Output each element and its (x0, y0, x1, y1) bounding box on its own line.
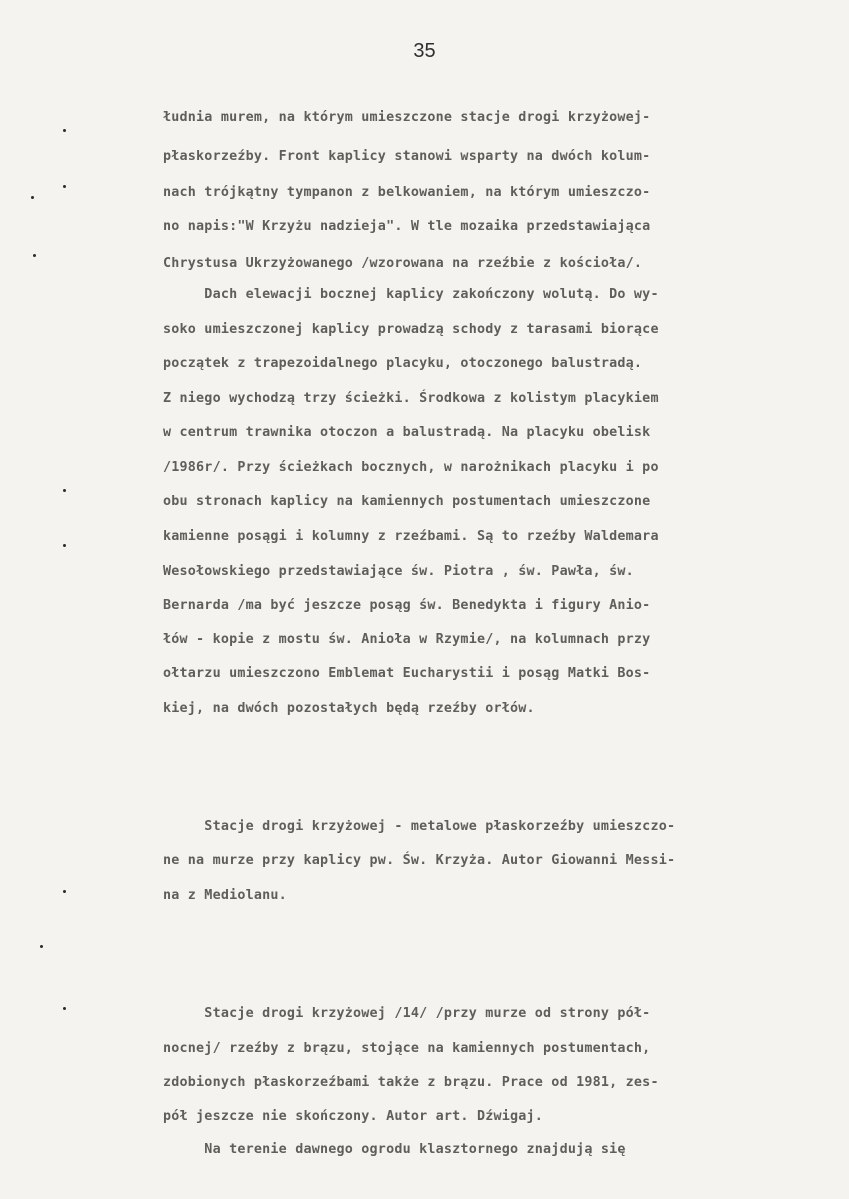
margin-dot (63, 129, 66, 132)
text-line: Dach elewacji bocznej kaplicy zakończony wolutą. Do wy- (163, 287, 659, 302)
text-line: Na terenie dawnego ogrodu klasztornego znajdują się (163, 1142, 626, 1157)
text-line: Wesołowskiego przedstawiające św. Piotra , św. Pawła, św. (163, 564, 634, 579)
text-line: kiej, na dwóch pozostałych będą rzeźby orłów. (163, 701, 535, 716)
text-line: nocnej/ rzeźby z brązu, stojące na kamiennych postumentach, (163, 1041, 651, 1056)
text-line: kamienne posągi i kolumny z rzeźbami. Są to rzeźby Waldemara (163, 529, 659, 544)
text-line: soko umieszczonej kaplicy prowadzą schody z tarasami biorące (163, 322, 659, 337)
text-line: początek z trapezoidalnego placyku, otoczonego balustradą. (163, 356, 643, 371)
margin-dot (40, 945, 43, 948)
margin-dot (31, 196, 34, 199)
text-line: pół jeszcze nie skończony. Autor art. Dźwigaj. (163, 1109, 544, 1124)
text-line: ołtarzu umieszczono Emblemat Eucharystii i posąg Matki Bos- (163, 666, 651, 681)
text-line: Stacje drogi krzyżowej /14/ /przy murze od strony pół- (163, 1006, 651, 1021)
text-line: łudnia murem, na którym umieszczone stacje drogi krzyżowej- (163, 110, 651, 125)
text-line: łów - kopie z mostu św. Anioła w Rzymie/, na kolumnach przy (163, 632, 651, 647)
text-line: Chrystusa Ukrzyżowanego /wzorowana na rzeźbie z kościoła/. (163, 256, 643, 271)
text-line: Stacje drogi krzyżowej - metalowe płaskorzeźby umieszczo- (163, 819, 676, 834)
margin-dot (33, 254, 36, 257)
text-line: nach trójkątny tympanon z belkowaniem, na którym umieszczo- (163, 185, 651, 200)
text-line: Z niego wychodzą trzy ścieżki. Środkowa z kolistym placykiem (163, 391, 659, 406)
text-line: płaskorzeźby. Front kaplicy stanowi wsparty na dwóch kolum- (163, 149, 651, 164)
text-line: Bernarda /ma być jeszcze posąg św. Benedykta i figury Anio- (163, 598, 651, 613)
margin-dot (63, 185, 66, 188)
margin-dot (63, 489, 66, 492)
margin-dot (63, 890, 66, 893)
text-line: /1986r/. Przy ścieżkach bocznych, w narożnikach placyku i po (163, 460, 659, 475)
text-line: ne na murze przy kaplicy pw. Św. Krzyża. Autor Giowanni Messi- (163, 853, 676, 868)
text-line: no napis:"W Krzyżu nadzieja". W tle mozaika przedstawiająca (163, 219, 651, 234)
margin-dot (63, 1007, 66, 1010)
text-line: zdobionych płaskorzeźbami także z brązu. Prace od 1981, zes- (163, 1075, 659, 1090)
page-number: 35 (413, 40, 436, 62)
text-line: na z Mediolanu. (163, 888, 287, 903)
text-line: w centrum trawnika otoczon a balustradą. Na placyku obelisk (163, 425, 651, 440)
margin-dot (63, 544, 66, 547)
text-line: obu stronach kaplicy na kamiennych postumentach umieszczone (163, 494, 651, 509)
